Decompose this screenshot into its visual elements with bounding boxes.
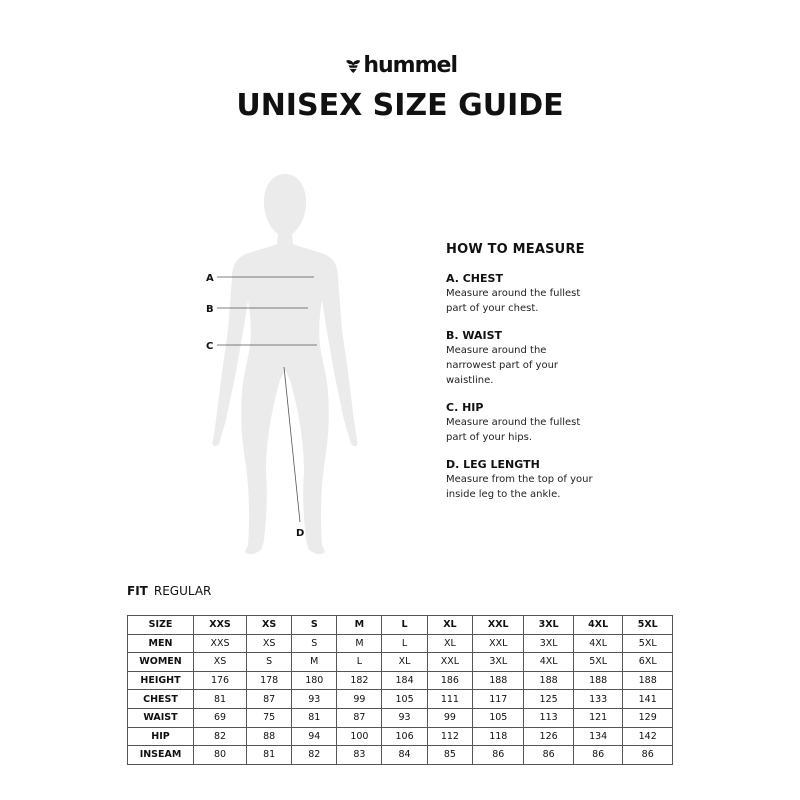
marker-d: D — [296, 528, 305, 539]
table-row — [128, 746, 673, 765]
table-cell: 6XL — [623, 653, 673, 672]
size-column-header: 3XL — [524, 616, 574, 635]
table-cell: 86 — [623, 746, 673, 765]
size-column-header: XL — [427, 616, 473, 635]
measure-item-chest — [446, 271, 746, 316]
size-table — [127, 615, 673, 765]
table-cell: 80 — [194, 746, 247, 765]
table-cell: XL — [382, 653, 427, 672]
table-cell: 5XL — [573, 653, 623, 672]
measure-item-waist — [446, 328, 746, 388]
table-cell: XS — [194, 653, 247, 672]
table-cell: 134 — [573, 727, 623, 746]
table-cell: 180 — [292, 671, 337, 690]
table-cell: 112 — [427, 727, 473, 746]
table-row — [128, 690, 673, 709]
table-cell: 186 — [427, 671, 473, 690]
table-cell: 86 — [573, 746, 623, 765]
table-cell: M — [337, 634, 382, 653]
table-cell: XXL — [473, 634, 524, 653]
table-cell: 99 — [427, 708, 473, 727]
table-cell: 118 — [473, 727, 524, 746]
measure-item-desc: Measure around the fullest part of your chest. — [446, 288, 581, 314]
table-cell: 188 — [623, 671, 673, 690]
table-cell: 4XL — [573, 634, 623, 653]
table-cell: 86 — [524, 746, 574, 765]
table-cell: 93 — [292, 690, 337, 709]
table-cell: 87 — [337, 708, 382, 727]
size-column-header: M — [337, 616, 382, 635]
table-cell: S — [247, 653, 292, 672]
how-to-measure-section — [446, 242, 746, 514]
table-cell: S — [292, 634, 337, 653]
table-cell: 141 — [623, 690, 673, 709]
table-cell: 117 — [473, 690, 524, 709]
table-cell: 121 — [573, 708, 623, 727]
table-cell: 133 — [573, 690, 623, 709]
marker-c: C — [206, 341, 214, 352]
row-label-cell: CHEST — [128, 690, 194, 709]
measure-item-leg-length — [446, 457, 746, 502]
table-cell: 82 — [194, 727, 247, 746]
measure-item-title: A. CHEST — [446, 272, 503, 285]
page-title: UNISEX SIZE GUIDE — [236, 88, 564, 123]
table-cell: 100 — [337, 727, 382, 746]
table-row — [128, 634, 673, 653]
fit-value: REGULAR — [153, 584, 212, 598]
measure-item-title: B. WAIST — [446, 329, 503, 342]
table-cell: 188 — [524, 671, 574, 690]
measure-item-title: C. HIP — [446, 401, 484, 414]
table-cell: 113 — [524, 708, 574, 727]
table-cell: 129 — [623, 708, 673, 727]
measure-item-title: D. LEG LENGTH — [446, 458, 540, 471]
table-cell: 81 — [247, 746, 292, 765]
table-cell: 188 — [573, 671, 623, 690]
table-cell: 111 — [427, 690, 473, 709]
table-cell: 126 — [524, 727, 574, 746]
table-cell: L — [337, 653, 382, 672]
table-cell: XS — [247, 634, 292, 653]
table-row — [128, 671, 673, 690]
row-label-cell: WOMEN — [128, 653, 194, 672]
table-cell: XXS — [194, 634, 247, 653]
table-cell: 81 — [194, 690, 247, 709]
table-cell: 184 — [382, 671, 427, 690]
table-cell: 3XL — [524, 634, 574, 653]
size-column-header: 5XL — [623, 616, 673, 635]
table-cell: 81 — [292, 708, 337, 727]
measure-item-desc: Measure around the narrowest part of your waistline. — [446, 345, 559, 386]
table-cell: 99 — [337, 690, 382, 709]
table-cell: L — [382, 634, 427, 653]
table-cell: 105 — [382, 690, 427, 709]
measure-item-desc: Measure around the fullest part of your hips. — [446, 417, 581, 443]
fit-label: FIT — [127, 584, 148, 598]
measure-item-desc: Measure from the top of your inside leg to the ankle. — [446, 474, 593, 500]
table-cell: M — [292, 653, 337, 672]
fit-info — [127, 584, 211, 598]
table-cell: 84 — [382, 746, 427, 765]
size-table-body — [128, 634, 673, 764]
table-cell: 93 — [382, 708, 427, 727]
marker-a: A — [206, 273, 214, 284]
table-cell: 178 — [247, 671, 292, 690]
row-label-cell: INSEAM — [128, 746, 194, 765]
how-to-measure-heading: HOW TO MEASURE — [446, 242, 585, 257]
table-cell: 83 — [337, 746, 382, 765]
table-row — [128, 653, 673, 672]
size-column-header: XXL — [473, 616, 524, 635]
table-cell: 188 — [473, 671, 524, 690]
table-cell: 106 — [382, 727, 427, 746]
size-column-header: 4XL — [573, 616, 623, 635]
row-label-cell: HIP — [128, 727, 194, 746]
table-cell: 82 — [292, 746, 337, 765]
row-label-cell: MEN — [128, 634, 194, 653]
row-label-cell: WAIST — [128, 708, 194, 727]
table-cell: 125 — [524, 690, 574, 709]
table-cell: 142 — [623, 727, 673, 746]
table-cell: 94 — [292, 727, 337, 746]
table-cell: 69 — [194, 708, 247, 727]
body-silhouette — [212, 174, 357, 554]
marker-b: B — [206, 304, 214, 315]
table-cell: XL — [427, 634, 473, 653]
table-cell: 182 — [337, 671, 382, 690]
measure-item-hip — [446, 400, 746, 445]
brand-name: hummel — [363, 53, 457, 78]
size-table-header — [128, 616, 673, 635]
table-cell: 88 — [247, 727, 292, 746]
table-cell: 5XL — [623, 634, 673, 653]
table-cell: 4XL — [524, 653, 574, 672]
size-column-header-label: SIZE — [128, 616, 194, 635]
table-cell: 87 — [247, 690, 292, 709]
table-row — [128, 708, 673, 727]
table-cell: 75 — [247, 708, 292, 727]
table-cell: 85 — [427, 746, 473, 765]
table-row — [128, 727, 673, 746]
size-column-header: XS — [247, 616, 292, 635]
table-cell: 105 — [473, 708, 524, 727]
table-cell: 176 — [194, 671, 247, 690]
size-column-header: L — [382, 616, 427, 635]
table-cell: XXL — [427, 653, 473, 672]
size-column-header: S — [292, 616, 337, 635]
size-column-header: XXS — [194, 616, 247, 635]
table-cell: 86 — [473, 746, 524, 765]
row-label-cell: HEIGHT — [128, 671, 194, 690]
table-cell: 3XL — [473, 653, 524, 672]
